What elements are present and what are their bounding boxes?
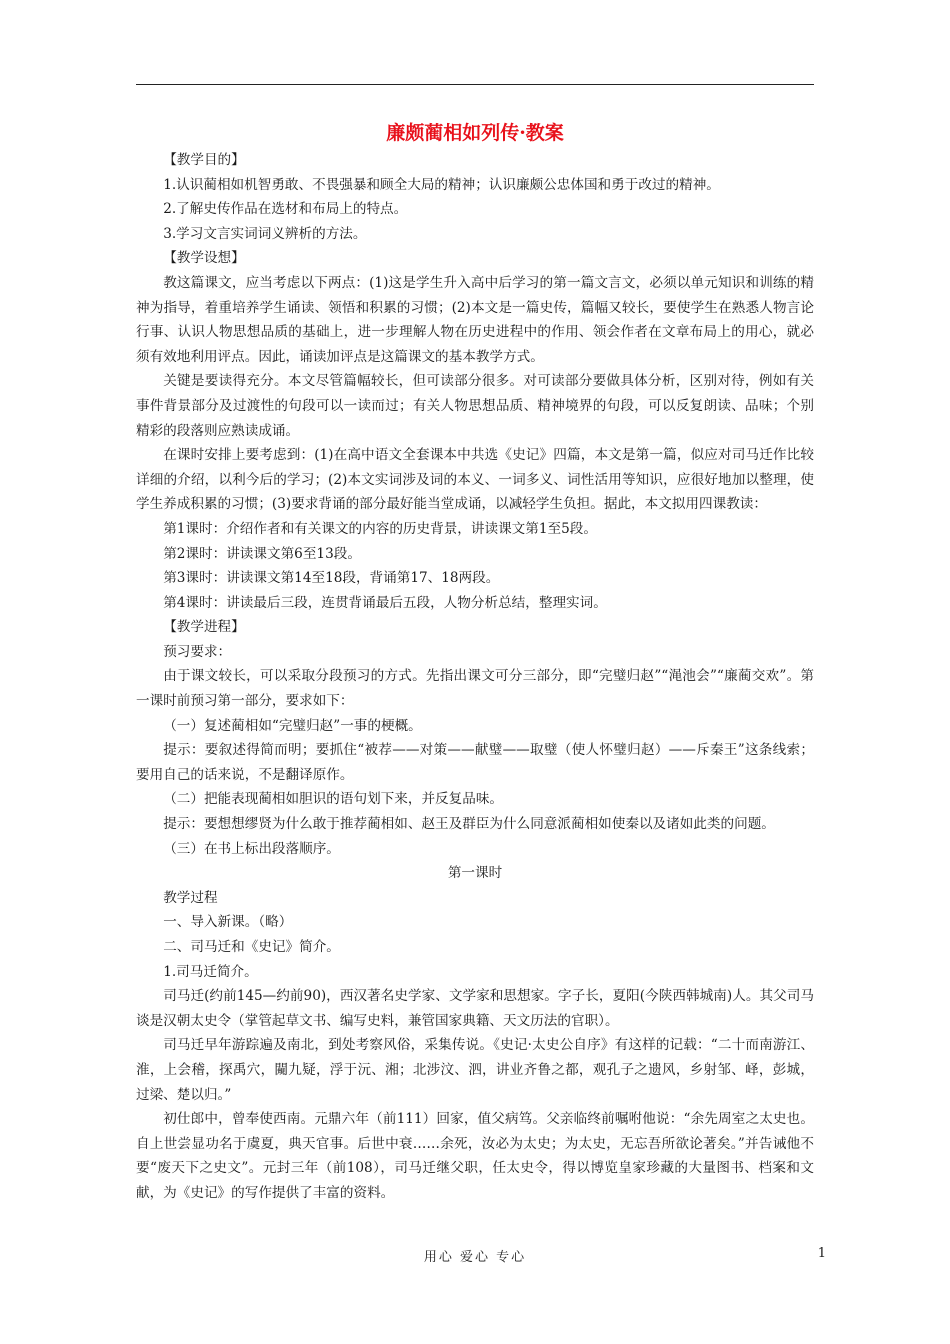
body-paragraph: 1.司马迁简介。 bbox=[163, 963, 258, 980]
section-label-process: 【教学进程】 bbox=[163, 619, 245, 636]
body-paragraph: 司马迁早年游踪遍及南北，到处考察风俗，采集传说。《史记·太史公自序》有这样的记载：“二十而南游江、淮，上会稽，探禹穴，闚九疑，浮于沅、湘；北涉汶、泗，讲业齐鲁之都，观孔子之遗风，乡射邹、峄，彭城，过梁、楚以归。” bbox=[136, 1037, 814, 1103]
body-paragraph: 关键是要读得充分。本文尽管篇幅较长，但可读部分很多。对可读部分要做具体分析，区别对待，例如有关事件背景部分及过渡性的句段可以一读而过；有关人物思想品质、精神境界的句段，可以反复朗读、品味；个别精彩的段落则应熟读成诵。 bbox=[136, 373, 814, 439]
preview-hint: 提示：要叙述得简而明；要抓住“被荐——对策——献璧——取璧（使人怀璧归赵）——斥秦王”这条线索；要用自己的话来说，不是翻译原作。 bbox=[136, 742, 814, 783]
body-paragraph: 在课时安排上要考虑到：(1)在高中语文全套课本中共选《史记》四篇，本文是第一篇，似应对司马迁作比较详细的介绍，以利今后的学习；(2)本文实词涉及词的本义、一词多义、词性活用等知识，应很好地加以整理，使学生养成积累的习惯；(3)要求背诵的部分最好能当堂成诵，以减轻学生负担。据此，本文拟用四课教读： bbox=[136, 447, 814, 513]
objective-item: 2.了解史传作品在选材和布局上的特点。 bbox=[163, 201, 408, 218]
body-paragraph: 司马迁(约前145—约前90)，西汉著名史学家、文学家和思想家。字子长，夏阳(今陕西韩城南)人。其父司马谈是汉朝太史令（掌管起草文书、编写史料，兼管国家典籍、天文历法的官职）。 bbox=[136, 988, 814, 1029]
section-heading: 第一课时 bbox=[447, 865, 503, 882]
body-paragraph: 教学过程 bbox=[163, 889, 218, 906]
preview-task: （三）在书上标出段落顺序。 bbox=[163, 840, 340, 857]
header-rule bbox=[136, 84, 814, 85]
body-paragraph: 由于课文较长，可以采取分段预习的方式。先指出课文可分三部分，即“完璧归赵”“渑池会”“廉蔺交欢”。第一课时前预习第一部分，要求如下： bbox=[136, 668, 814, 710]
lesson-plan-item: 第2课时：讲读课文第6至13段。 bbox=[163, 545, 361, 562]
lesson-plan-item: 第4课时：讲读最后三段，连贯背诵最后五段，人物分析总结，整理实词。 bbox=[163, 594, 607, 611]
preview-task: （一）复述蔺相如“完璧归赵”一事的梗概。 bbox=[163, 717, 422, 734]
objective-item: 1.认识蔺相如机智勇敢、不畏强暴和顾全大局的精神；认识廉颇公忠体国和勇于改过的精神。 bbox=[163, 176, 720, 193]
body-paragraph: 一、导入新课。（略） bbox=[163, 914, 293, 931]
objective-item: 3.学习文言实词词义辨析的方法。 bbox=[163, 225, 367, 242]
section-label-design: 【教学设想】 bbox=[163, 250, 245, 267]
lesson-plan-item: 第1课时：介绍作者和有关课文的内容的历史背景，讲读课文第1至5段。 bbox=[163, 520, 597, 537]
section-label-objectives: 【教学目的】 bbox=[163, 152, 245, 168]
body-paragraph: 预习要求： bbox=[163, 643, 232, 660]
document-body bbox=[136, 118, 814, 1206]
footer-motto: 用心 爱心 专心 bbox=[423, 1250, 527, 1265]
page-number: 1 bbox=[817, 1246, 826, 1261]
body-paragraph: 初仕郎中，曾奉使西南。元鼎六年（前111）回家，值父病笃。父亲临终前嘱咐他说：“余先周室之太史也。自上世尝显功名于虞夏，典天官事。后世中衰……余死，汝必为太史；为太史，无忘吾所欲论著矣。”并告诫他不要“废天下之史文”。元封三年（前108），司马迁继父职，任太史令，得以博览皇家珍藏的大量图书、档案和文献，为《史记》的写作提供了丰富的资料。 bbox=[136, 1111, 814, 1201]
document-title: 廉颇蔺相如列传·教案 bbox=[386, 122, 564, 144]
lesson-plan-item: 第3课时：讲读课文第14至18段，背诵第17、18两段。 bbox=[163, 570, 500, 587]
body-paragraph: 教这篇课文，应当考虑以下两点：(1)这是学生升入高中后学习的第一篇文言文，必须以单元知识和训练的精神为指导，着重培养学生诵读、领悟和积累的习惯；(2)本文是一篇史传，篇幅又较长，要使学生在熟悉人物言论行事、认识人物思想品质的基础上，进一步理解人物在历史进程中的作用、领会作者在文章布局上的用心，就必须有效地利用评点。因此，诵读加评点是这篇课文的基本教学方式。 bbox=[136, 274, 814, 365]
body-paragraph: 二、司马迁和《史记》简介。 bbox=[163, 939, 340, 955]
preview-hint: 提示：要想想缪贤为什么敢于推荐蔺相如、赵王及群臣为什么同意派蔺相如使秦以及诸如此类的问题。 bbox=[163, 816, 775, 833]
preview-task: （二）把能表现蔺相如胆识的语句划下来，并反复品味。 bbox=[163, 791, 504, 808]
